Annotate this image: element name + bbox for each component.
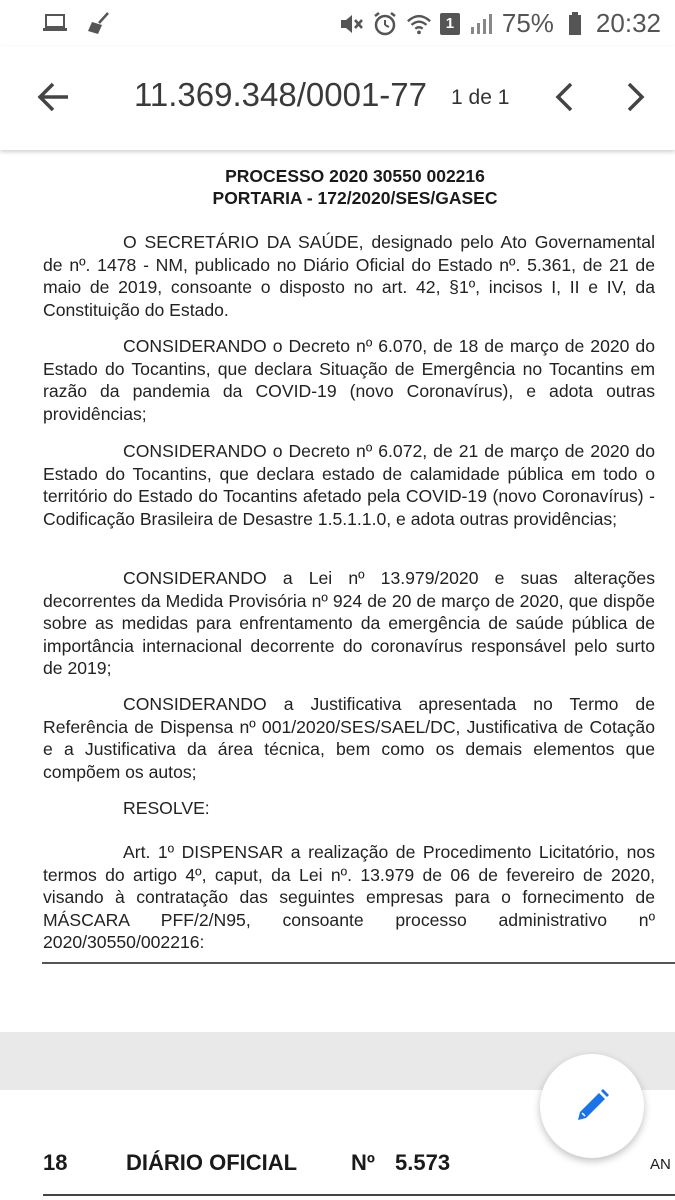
broom-icon [86,10,112,36]
edition-label: Nº [351,1150,375,1175]
status-bar [0,0,675,46]
battery-icon [562,11,588,37]
previous-match-button[interactable] [544,74,584,120]
alarm-icon [372,11,398,37]
app-bar [0,46,675,150]
paragraph: CONSIDERANDO a Justificativa apresentada no Termo de Referência de Dispensa nº 001/2020/SES/SAEL/DC, Justificativa de Cotação e a Justificativa da área técnica, bem como os demais elementos que compõem os autos; [43,694,655,782]
page-number: 18 [43,1150,68,1175]
article-paragraph: Art. 1º DISPENSAR a realização de Procedimento Licitatório, nos termos do artigo 4º, caput, da Lei nº. 13.979 de 06 de fevereiro de 2020, visando à contratação das seguintes empresas para o fornecimento de MÁSCARA PFF/2/N95, consoante processo administrativo nº 2020/30550/002216: [43,842,655,952]
next-match-button[interactable] [616,74,656,120]
ordinance-heading: PORTARIA - 172/2020/SES/GASEC [212,188,498,208]
document-page [0,150,675,1032]
mute-icon [338,11,364,37]
document-title: 11.369.348/0001-77 [134,76,427,113]
edition-number: 5.573 [395,1150,451,1175]
pencil-icon [572,1086,612,1126]
chevron-right-icon [626,81,646,113]
paragraph: O SECRETÁRIO DA SAÚDE, designado pelo Ato Governamental de nº. 1478 - NM, publicado no Diário Oficial do Estado nº. 5.361, de 21 de maio de 2019, consoante o disposto no art. 42, §1º, incisos I, II e IV, da Constituição do Estado. [43,232,655,320]
resolve-label: RESOLVE: [123,798,210,818]
paragraph: CONSIDERANDO o Decreto nº 6.070, de 18 de março de 2020 do Estado do Tocantins, que declara Situação de Emergência no Tocantins em razão da pandemia da COVID-19 (novo Coronavírus), e adota outras providências; [43,336,655,424]
back-arrow-icon [36,82,70,112]
process-heading: PROCESSO 2020 30550 002216 [225,166,485,186]
clock: 20:32 [595,8,661,38]
signal-icon [468,11,494,37]
battery-percent: 75% [501,8,554,38]
paragraph: CONSIDERANDO a Lei nº 13.979/2020 e suas alterações decorrentes da Medida Provisória nº 924 de 20 de março de 2020, que dispõe sobre as medidas para enfrentamento da emergência de saúde pública de importância internacional decorrente do coronavírus responsável pelo surto de 2019; [43,568,655,678]
edit-button[interactable] [540,1054,644,1158]
truncated-text: AN [650,1156,671,1173]
paragraph: CONSIDERANDO o Decreto nº 6.072, de 21 de março de 2020 do Estado do Tocantins, que declara estado de calamidade pública em todo o território do Estado do Tocantins afetado pela COVID-19 (novo Coronavírus) - Codificação Brasileira de Desastre 1.5.1.1.0, e adota outras providências; [43,441,655,529]
laptop-icon [42,10,68,36]
sim-badge: 1 [440,13,460,35]
divider [43,1194,675,1196]
wifi-icon [406,11,432,37]
publication-title: DIÁRIO OFICIAL [126,1150,298,1175]
chevron-left-icon [554,81,574,113]
back-button[interactable] [30,74,76,120]
divider [42,962,675,964]
page-counter: 1 de 1 [451,86,510,109]
